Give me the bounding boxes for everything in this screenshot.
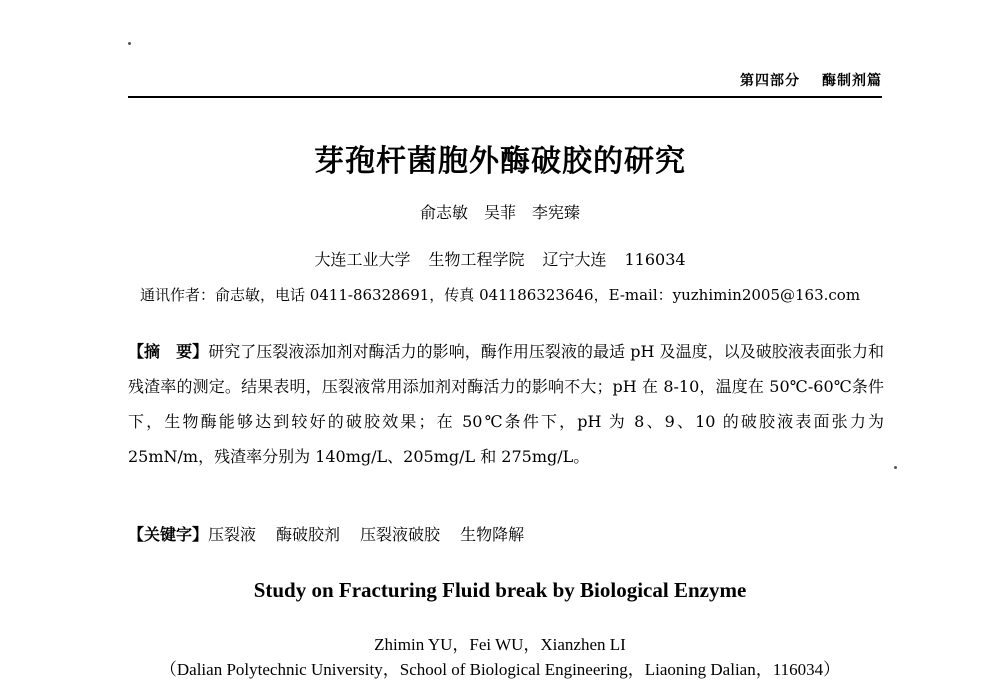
keywords [128, 522, 884, 545]
author-name: 吴菲 [483, 203, 516, 222]
scan-speck [894, 466, 897, 469]
author-name: 俞志敏 [419, 203, 468, 222]
corresponding-author-contact: 通讯作者：俞志敏，电话 0411-86328691，传真 041186323646，E-mail：yuzhimin2005@163.com [139, 286, 861, 304]
abstract-label: 【摘 要】 [128, 342, 209, 361]
author-list [0, 200, 1000, 223]
affiliation-postcode: 116034 [624, 250, 686, 269]
author-name: 李宪臻 [532, 203, 581, 222]
keyword: 压裂液 [208, 525, 257, 544]
keywords-label: 【关键字】 [128, 525, 209, 544]
english-affiliation: （Dalian Polytechnic University，School of Biological Engineering，Liaoning Dalian，116034） [159, 660, 841, 679]
affiliation-school: 生物工程学院 [428, 250, 525, 269]
paper-title: 芽孢杆菌胞外酶破胶的研究 [314, 144, 686, 179]
abstract-text: 研究了压裂液添加剂对酶活力的影响，酶作用压裂液的最适 pH 及温度，以及破胶液表面张力和残渣率的测定。结果表明，压裂液常用添加剂对酶活力的影响不大；pH 在 8-10，温度在 50℃-60℃条件下，生物酶能够达到较好的破胶效果；在 50℃条件下，pH 为 8、9、10 的破胶液表面张力为 25mN/m，残渣率分别为 140mg/L、205mg/L 和 275mg/L。 [128, 342, 884, 466]
header-rule [128, 96, 882, 98]
scan-speck [128, 42, 131, 45]
abstract [128, 334, 884, 474]
keyword: 压裂液破胶 [360, 525, 441, 544]
english-title: Study on Fracturing Fluid break by Biological Enzyme [253, 578, 747, 602]
keyword: 酶破胶剂 [276, 525, 341, 544]
affiliation-university: 大连工业大学 [314, 250, 411, 269]
affiliation-city: 辽宁大连 [542, 250, 607, 269]
running-head-part: 第四部分 [740, 73, 800, 89]
keyword: 生物降解 [460, 525, 525, 544]
english-authors: Zhimin YU，Fei WU，Xianzhen LI [374, 635, 626, 654]
affiliation [0, 247, 1000, 270]
running-head [740, 70, 882, 90]
running-head-section: 酶制剂篇 [822, 73, 882, 89]
